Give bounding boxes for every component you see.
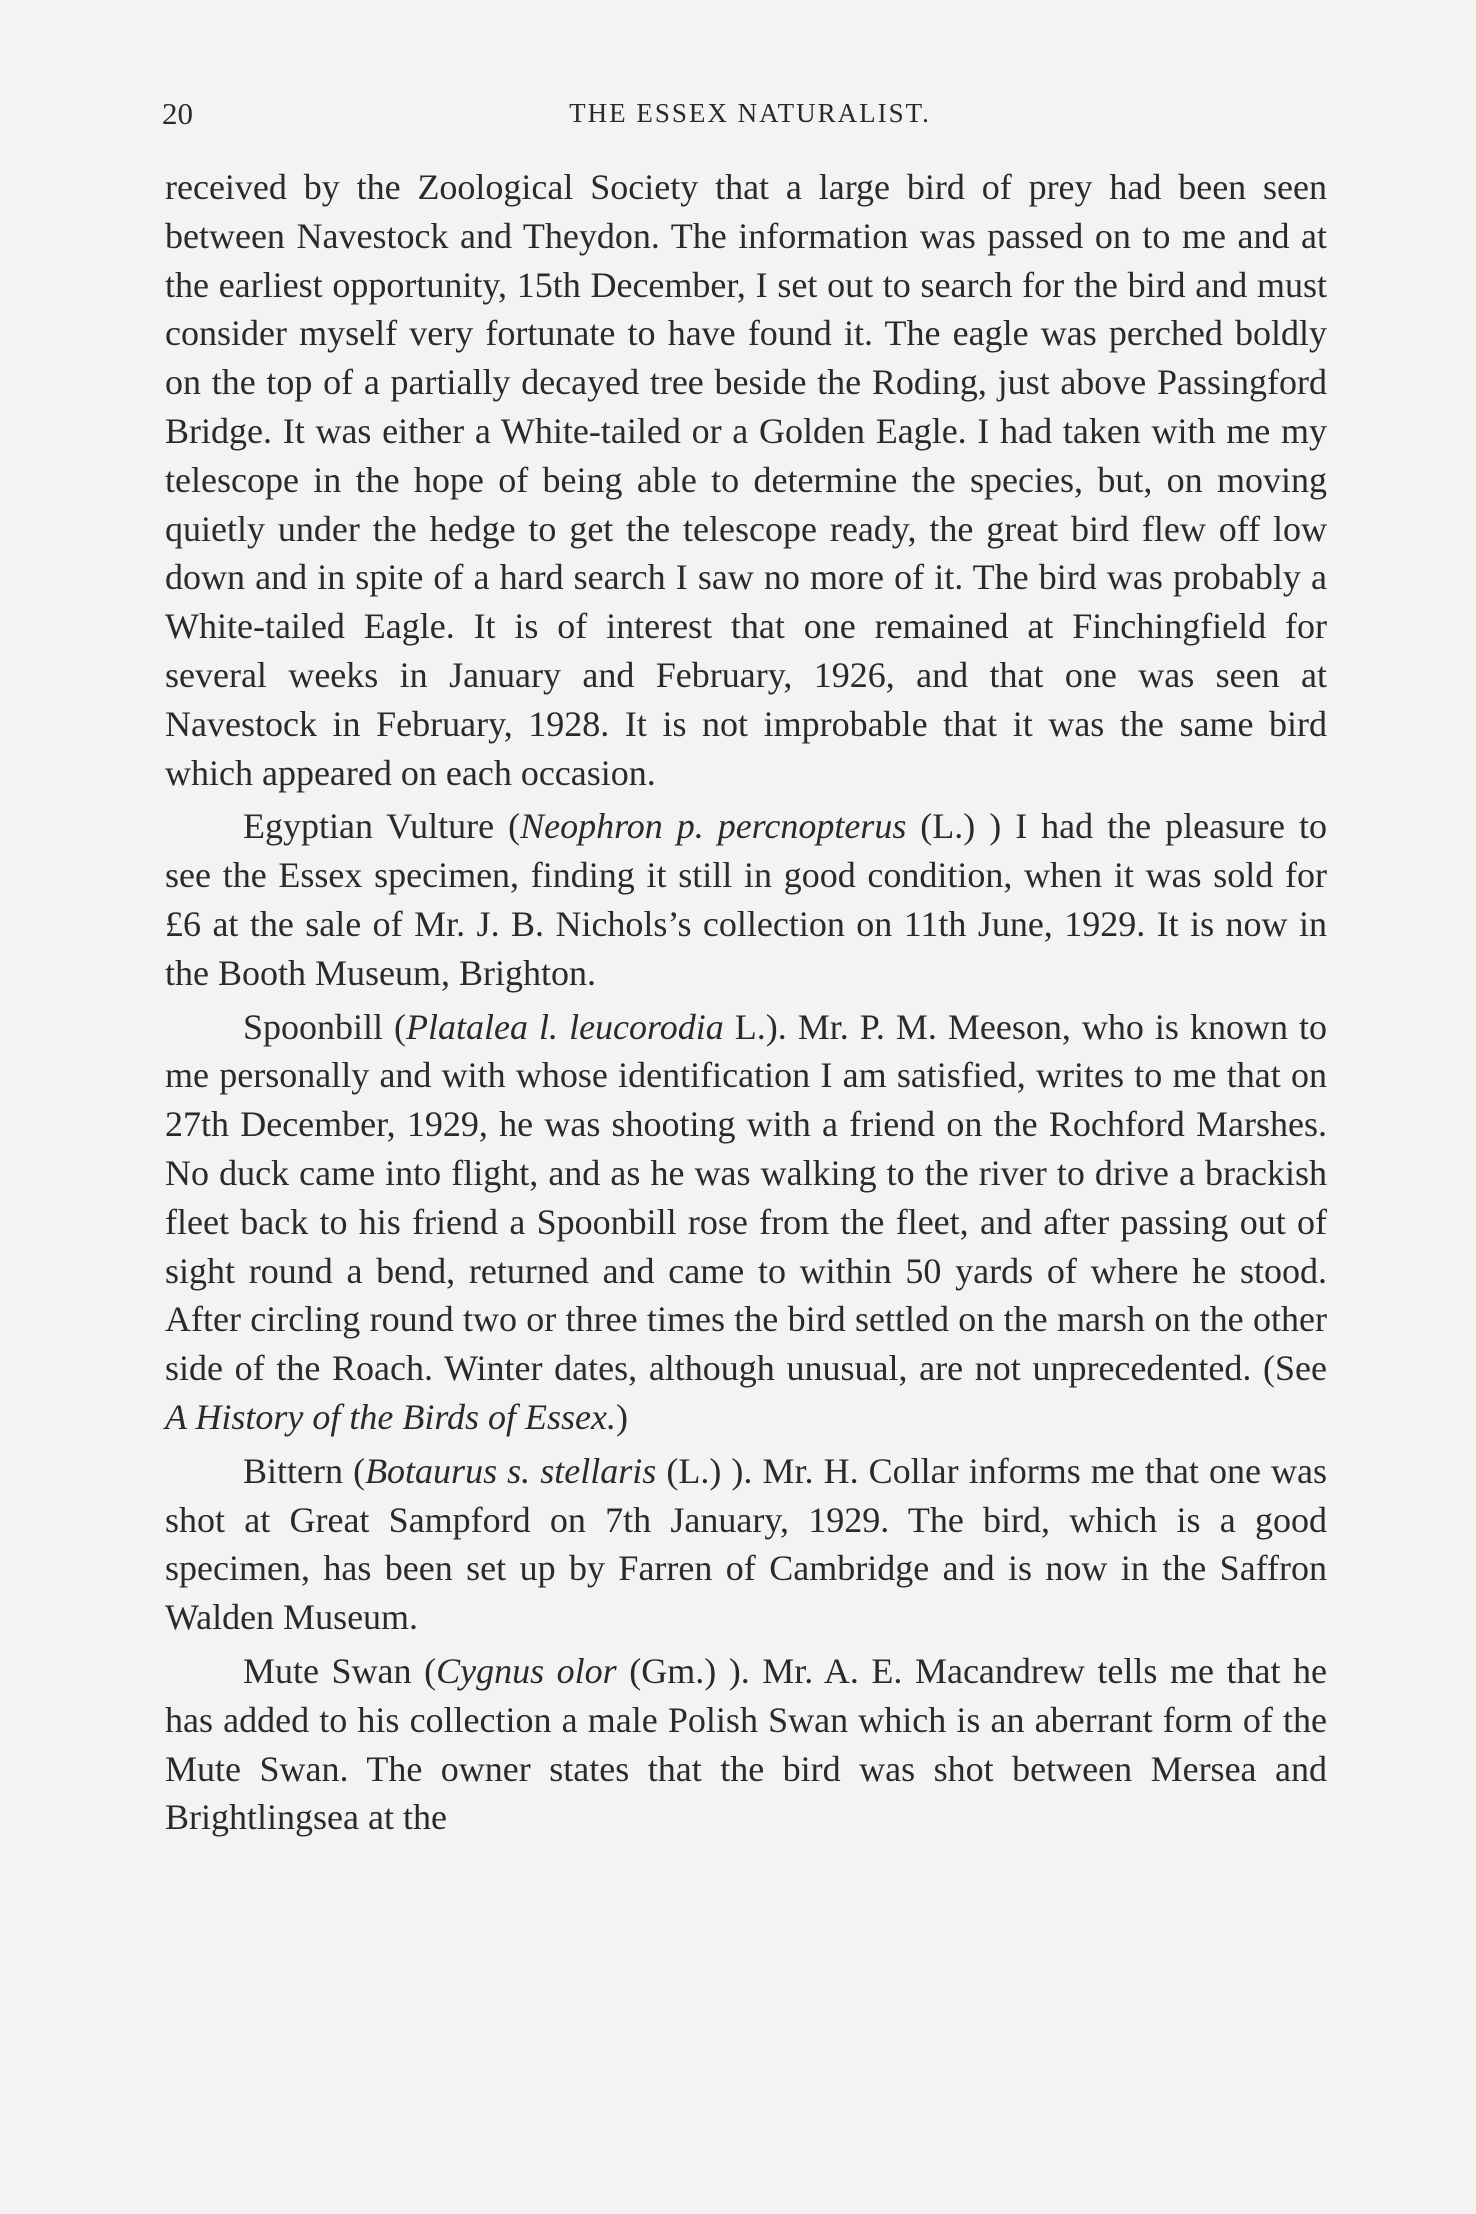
paragraph-text: Mute Swan ( [243, 1650, 437, 1691]
page-number: 20 [162, 96, 193, 131]
paragraph-mute-swan [165, 1647, 1327, 1842]
species-name: Botaurus s. stellaris [365, 1450, 657, 1491]
paragraph-text: Egyptian Vulture ( [243, 806, 521, 847]
paragraph-spoonbill [165, 1003, 1327, 1442]
species-name: Neophron p. percnopterus [520, 806, 907, 847]
paragraph-text: received by the Zoological Society that a large bird of prey had been seen between Navestock and Theydon. The information was passed on to me and at the earliest opportunity, 15th December, I set out to search for the bird and must consider myself very fortunate to have found it. The eagle was perched boldly on the top of a partially decayed tree beside the Roding, just above Passingford Bridge. It was either a White-tailed or a Golden Eagle. I had taken with me my telescope in the hope of being able to determine the species, but, on moving quietly under the hedge to get the telescope ready, the great bird flew off low down and in spite of a hard search I saw no more of it. The bird was probably a White-tailed Eagle. It is of interest that one remained at Finchingfield for several weeks in January and February, 1926, and that one was seen at Navestock in February, 1928. It is not improbable that it was the same bird which appeared on each occasion. [165, 167, 1327, 793]
species-name: Cygnus olor [436, 1650, 617, 1691]
running-head [162, 96, 1338, 136]
species-name: Platalea l. leucorodia [406, 1006, 724, 1047]
paragraph-text: ) [615, 1396, 628, 1437]
paragraph-eagle [165, 163, 1327, 797]
paragraph-bittern [165, 1447, 1327, 1642]
paragraph-text: (Gm.) ). Mr. A. E. Macandrew tells me that he has added to his collection a male Polish Swan which is an aberrant form of the Mute Swan. The owner states that the bird was shot between Mersea and Brightlingsea at the [165, 1650, 1328, 1838]
paragraph-text: Spoonbill ( [243, 1006, 407, 1047]
paragraph-egyptian-vulture [165, 802, 1327, 997]
paragraph-text: (L.) ) I had the pleasure to see the Essex specimen, finding it still in good condition, when it was sold for £6 at the sale of Mr. J. B. Nichols’s collection on 11th June, 1929. It is now in the Booth Museum, Brighton. [165, 806, 1327, 993]
paragraph-text: Bittern ( [243, 1450, 366, 1491]
paragraph-text: (L.) ). Mr. H. Collar informs me that one was shot at Great Sampford on 7th January, 1929. The bird, which is a good specimen, has been set up by Farren of Cambridge and is now in the Saffron Walden Museum. [165, 1450, 1327, 1638]
running-title: THE ESSEX NATURALIST. [569, 98, 931, 128]
body-text [165, 163, 1327, 1842]
paragraph-text: L.). Mr. P. M. Meeson, who is known to me personally and with whose identification I am satisfied, writes to me that on 27th December, 1929, he was shooting with a friend on the Rochford Marshes. No duck came into flight, and as he was walking to the river to drive a brackish fleet back to his friend a Spoonbill rose from the fleet, and after passing out of sight round a bend, returned and came to within 50 yards of where he stood. After circling round two or three times the bird settled on the marsh on the other side of the Roach. Winter dates, although unusual, are not unprecedented. (See [165, 1006, 1327, 1389]
book-title: A History of the Birds of Essex. [165, 1396, 616, 1437]
